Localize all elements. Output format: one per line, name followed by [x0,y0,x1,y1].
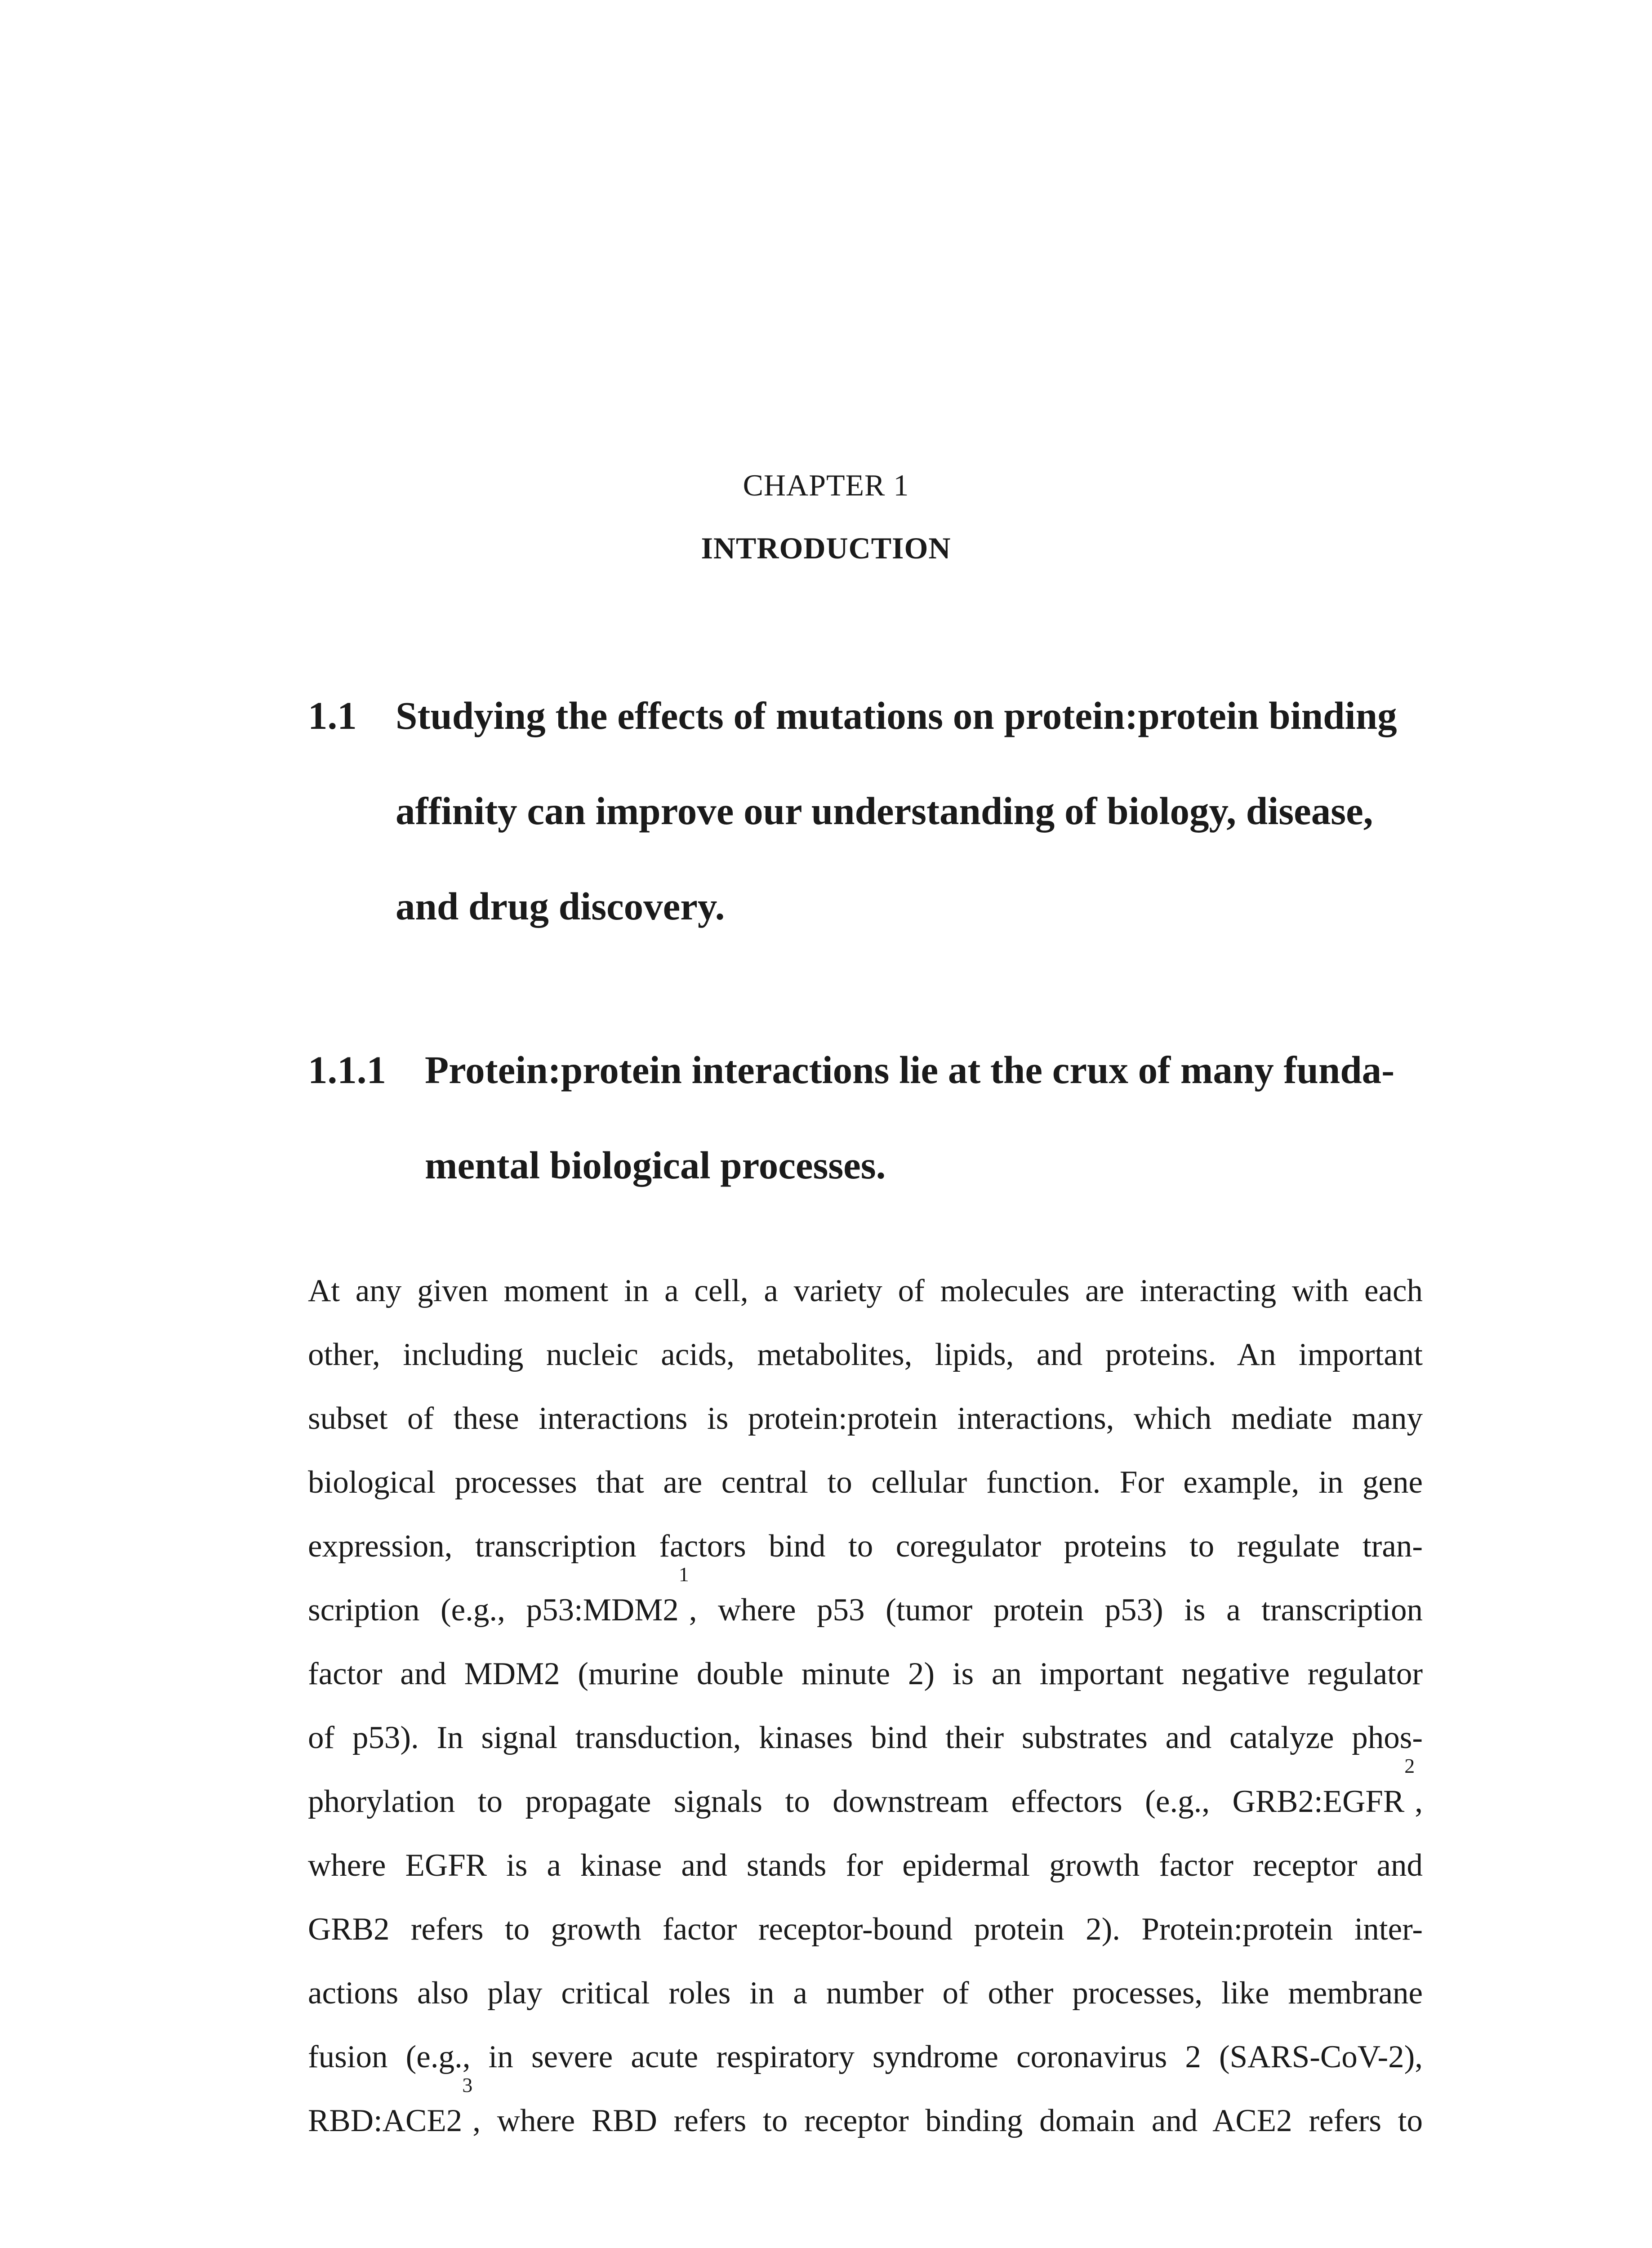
paragraph-line: other, including nucleic acids, metabolites, lipids, and proteins. An important [308,1337,1423,1372]
subsection-title-line: Protein:protein interactions lie at the crux of many funda- [425,1048,1395,1092]
paragraph-line: GRB2 refers to growth factor receptor-bound protein 2). Protein:protein inter- [308,1912,1423,1947]
body-paragraph [308,1259,1423,2153]
paragraph-line: where EGFR is a kinase and stands for epidermal growth factor receptor and [308,1848,1423,1883]
section-title-line: and drug discovery. [396,884,725,928]
paragraph-line: of p53). In signal transduction, kinases bind their substrates and catalyze phos- [308,1720,1423,1755]
paragraph-line: actions also play critical roles in a number of other processes, like membrane [308,1976,1423,2011]
line-text: scription (e.g., p53:MDM2 [308,1592,679,1628]
chapter-label: CHAPTER 1 [743,468,909,502]
chapter-title: INTRODUCTION [701,531,951,565]
line-text: phorylation to propagate signals to downstream effectors (e.g., GRB2:EGFR [308,1784,1405,1819]
line-text: , where p53 (tumor protein p53) is a transcription [689,1592,1423,1628]
paragraph-line: expression, transcription factors bind to coregulator proteins to regulate tran- [308,1529,1423,1564]
paragraph-line: biological processes that are central to cellular function. For example, in gene [308,1465,1423,1500]
section-heading [308,696,1432,966]
paragraph-line: subset of these interactions is protein:protein interactions, which mediate many [308,1401,1423,1436]
paragraph-line [308,1563,1423,1642]
subsection-heading [308,1050,1432,1230]
subsection-title-line: mental biological processes. [425,1143,886,1187]
paragraph-line: factor and MDM2 (murine double minute 2) is an important negative regulator [308,1656,1423,1691]
citation-superscript: 1 [678,1563,689,1586]
paragraph-line: At any given moment in a cell, a variety of molecules are interacting with each [308,1273,1423,1308]
citation-superscript: 2 [1404,1754,1415,1777]
section-number: 1.1 [308,694,357,737]
section-title-line: affinity can improve our understanding of biology, disease, [396,789,1373,833]
section-title-line: Studying the effects of mutations on protein:protein binding [396,694,1397,737]
paragraph-line: fusion (e.g., in severe acute respiratory syndrome coronavirus 2 (SARS-CoV-2), [308,2039,1423,2074]
citation-superscript: 3 [462,2074,473,2096]
paragraph-line [308,1754,1423,1833]
paragraph-line [308,2074,1423,2153]
subsection-number: 1.1.1 [308,1048,386,1092]
line-text: RBD:ACE2 [308,2103,463,2138]
line-text: , where RBD refers to receptor binding domain and ACE2 refers to [472,2103,1423,2138]
line-text: , [1415,1784,1423,1819]
